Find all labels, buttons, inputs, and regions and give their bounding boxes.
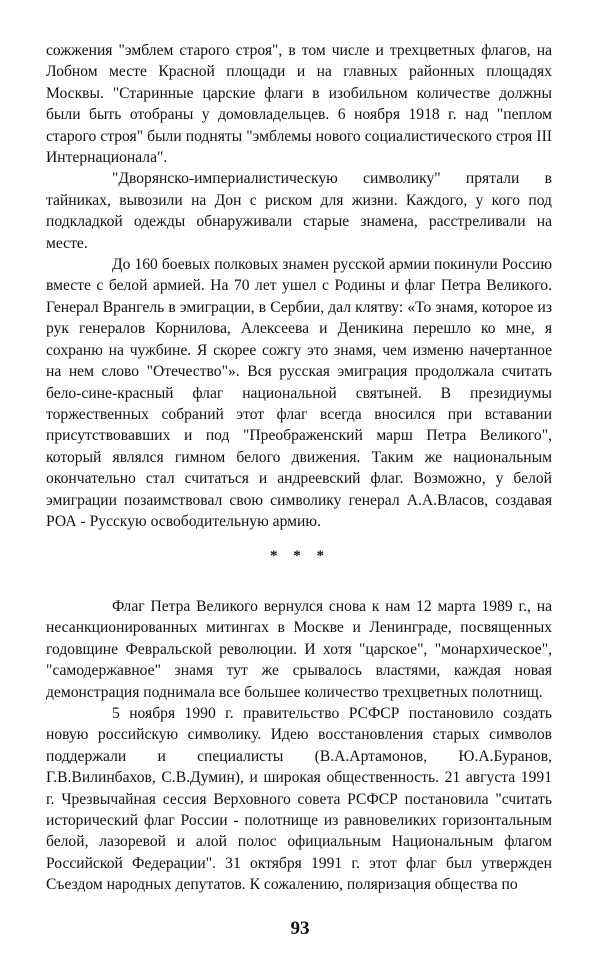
paragraph: "Дворянско-империалистическую символику" прятали в тайниках, вывозили на Дон с риском для жизни. Каждого, у кого под подкладкой одежды обнаруживали старые знамена, расстреливали на месте.: [46, 170, 552, 252]
paragraph-continuation: сожжения "эмблем старого строя", в том числе и трехцветных флагов, на Лобном месте Красной площади и на главных районных площадях Москвы. "Старинные царские флаги в изобильном количестве должны были быть отобраны у домовладельцев. 6 ноября 1918 г. над "пеплом старого строя" были подняты "эмблемы нового социалистического строя III Интернационала".: [46, 42, 552, 167]
paragraph: До 160 боевых полковых знамен русской армии покинули Россию вместе с белой армией. На 70 лет ушел с Родины и флаг Петра Великого. Генерал Врангель в эмиграции, в Сербии, дал клятву: «То знамя, которое из рук генералов Корнилова, Алексеева и Деникина перешло ко мне, я сохраню на чужбине. Я скорее сожгу это знамя, чем изменю начертанное на нем слово "Отечество"». Вся русская эмиграция продолжала считать бело-сине-красный флаг национальной святыней. В президиумы торжественных собраний этот флаг всегда вносился при вставании присутствовавших и под "Преображенский марш Петра Великого", который являлся гимном белого движения. Таким же национальным окончательно стал считаться и андреевский флаг. Возможно, у белой эмиграции позаимствовал свою символику генерал А.А.Власов, создавая РОА - Русскую освободительную армию.: [46, 256, 552, 530]
page-number: 93: [290, 918, 310, 939]
text-section-top: [46, 40, 552, 532]
paragraph: 5 ноября 1990 г. правительство РСФСР постановило создать новую российскую символику. Идею восстановления старых символов поддержали и специалисты (В.А.Артамонов, Ю.А.Буранов, Г.В.Вилинбахов, С.В.Думин), и широкая общественность. 21 августа 1991 г. Чрезвычайная сессия Верховного совета РСФСР постановила "считать исторический флаг России - полотнище из равновеликих горизонтальным белой, лазоревой и алой полос официальным Национальным флагом Российской Федерации". 31 октября 1991 г. этот флаг был утвержден Съездом народных депутатов. К сожалению, поляризация общества по: [46, 705, 552, 894]
section-separator: * * *: [270, 548, 330, 564]
paragraph: Флаг Петра Великого вернулся снова к нам 12 марта 1989 г., на несанкционированных митингах в Москве и Ленинграде, посвященных годовщине Февральской революции. И хотя "царское", "монархическое", "самодержавное" знамя тут же срывалось властями, каждая новая демонстрация поднимала все большее количество трехцветных полотнищ.: [46, 598, 552, 701]
text-section-bottom: [46, 596, 552, 896]
